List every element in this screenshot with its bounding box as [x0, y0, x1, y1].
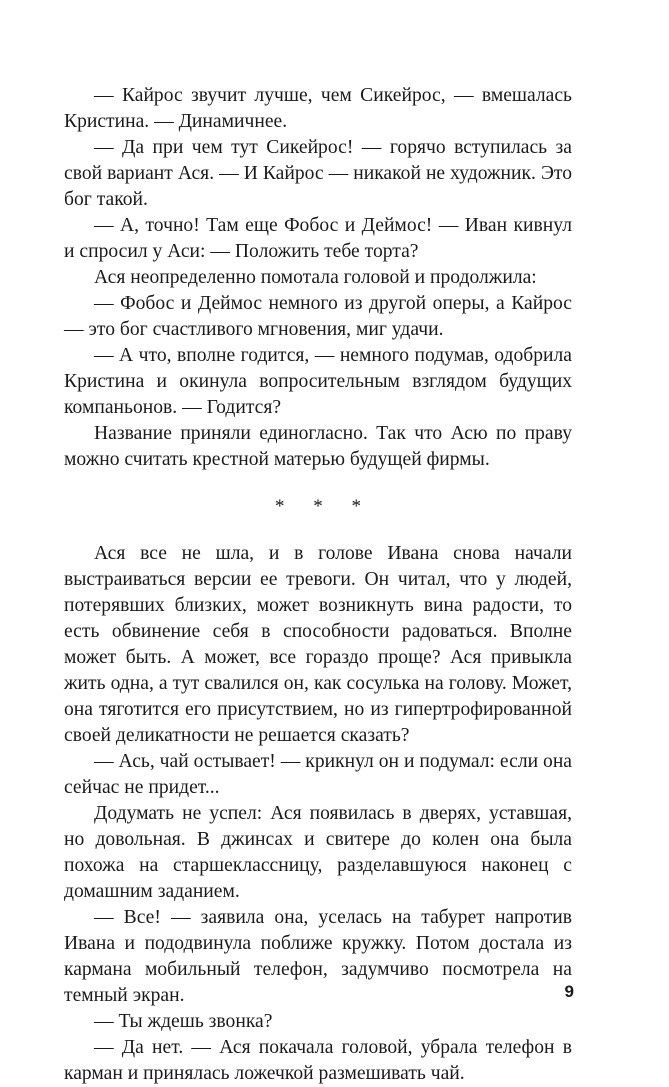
paragraph: — Ась, чай остывает! — крикнул он и подумал: если она сейчас не придет... — [64, 751, 572, 798]
page-number: 9 — [564, 982, 574, 1001]
paragraph: Ася все не шла, и в голове Ивана снова начали выстраиваться версии ее тревоги. Он читал, что у людей, потерявших близких, может возникнуть вина радости, то есть обвинение себя в способности радоваться. Вполне может быть. А может, все гораздо проще? Ася привыкла жить одна, а тут свалился он, как сосулька на голову. Может, она тяготится его присутствием, но из гипертрофированной своей деликатности не решается сказать? — [64, 543, 572, 746]
paragraph: — Да нет. — Ася покачала головой, убрала телефон в карман и принялась ложечкой размешивать чай. — [64, 1037, 572, 1084]
section-divider: * * * — [275, 496, 373, 517]
paragraph: — Фобос и Деймос немного из другой оперы, а Кайрос — это бог счастливого мгновения, миг удачи. — [64, 293, 572, 340]
paragraph: — А что, вполне годится, — немного подумав, одобрила Кристина и окинула вопросительным взглядом будущих компаньонов. — Годится? — [64, 345, 572, 418]
paragraph: Название приняли единогласно. Так что Асю по праву можно считать крестной матерью будущей фирмы. — [64, 423, 572, 470]
paragraph: — А, точно! Там еще Фобос и Деймос! — Иван кивнул и спросил у Аси: — Положить тебе торта? — [64, 215, 572, 262]
paragraph: — Ты ждешь звонка? — [94, 1011, 273, 1032]
body-text — [64, 83, 572, 1087]
paragraph: Ася неопределенно помотала головой и продолжила: — [94, 267, 537, 288]
paragraph: — Все! — заявила она, уселась на табурет напротив Ивана и пододвинула поближе кружку. Потом достала из кармана мобильный телефон, задумчиво посмотрела на темный экран. — [64, 907, 572, 1006]
paragraph: Додумать не успел: Ася появилась в дверях, уставшая, но довольная. В джинсах и свитере до колен она была похожа на старшеклассницу, разделавшуюся наконец с домашним заданием. — [64, 803, 572, 902]
paragraph: — Да при чем тут Сикейрос! — горячо вступилась за свой вариант Ася. — И Кайрос — никакой не художник. Это бог такой. — [64, 137, 572, 210]
paragraph: — Кайрос звучит лучше, чем Сикейрос, — вмешалась Кристина. — Динамичнее. — [64, 85, 572, 132]
